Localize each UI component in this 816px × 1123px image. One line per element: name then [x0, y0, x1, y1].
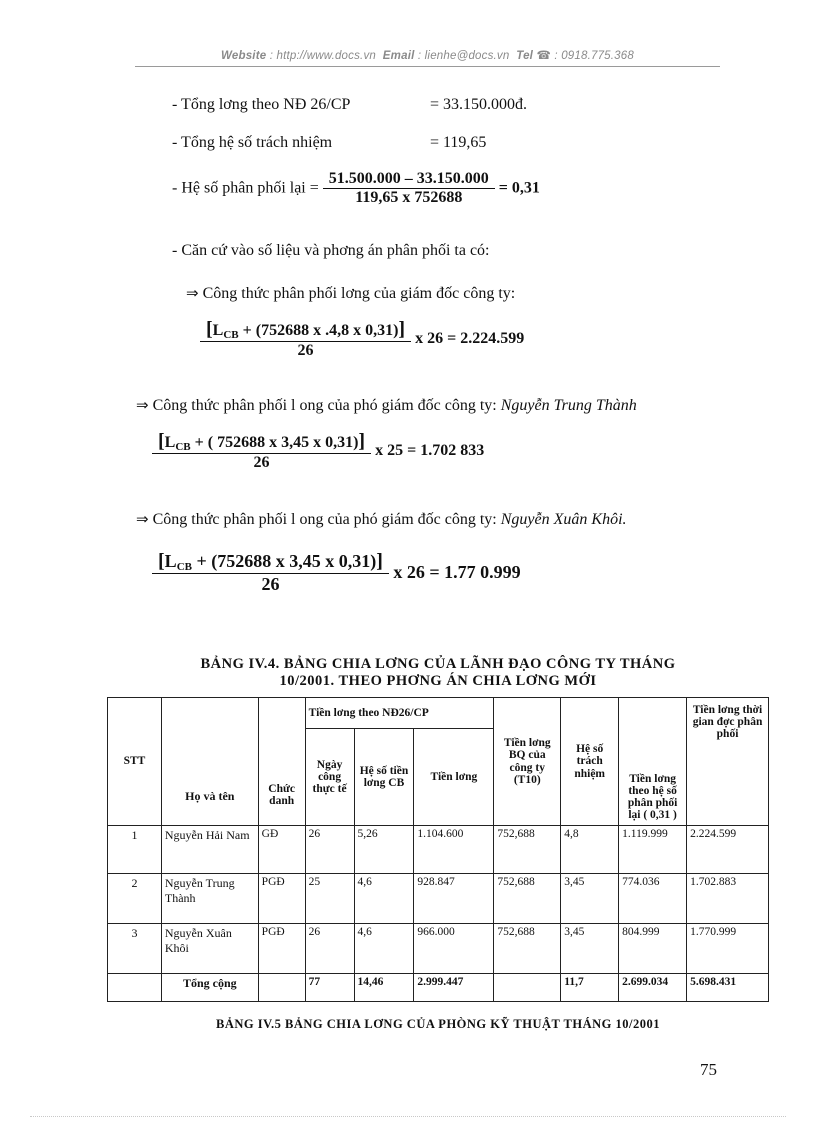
header-time-salary: Tiền lơng thời gian đợc phân phối — [687, 698, 769, 826]
director-title: Công thức phân phối lơng của giám đốc công ty: — [202, 285, 516, 302]
tel-value: : 0918.775.368 — [554, 50, 634, 62]
tel-label: Tel ☎ — [516, 50, 551, 62]
page-number: 75 — [700, 1060, 717, 1079]
header-salary: Tiền lơng — [414, 729, 494, 826]
redistrib-label: - Hệ số phân phối lại = — [172, 179, 319, 197]
table-caption-line1: BẢNG IV.4. BẢNG CHIA LƠNG CỦA LÃNH ĐẠO CÔNG TY THÁNG — [200, 656, 676, 672]
header-name: Họ và tên — [161, 698, 258, 826]
redistrib-result: = 0,31 — [498, 179, 540, 197]
basis-text: - Căn cứ vào số liệu và phơng án phân phối ta có: — [172, 242, 490, 259]
table-row: 1 Nguyễn Hải Nam GĐ 26 5,26 1.104.600 752,688 4,8 1.119.999 2.224.599 — [108, 826, 769, 874]
header-coef: Hệ số tiền lơng CB — [354, 729, 414, 826]
director-denominator: 26 — [200, 341, 411, 360]
director-fraction — [200, 318, 411, 360]
deputy1-name: Nguyễn Trung Thành — [500, 397, 637, 414]
header-title: Chức danh — [258, 698, 305, 826]
header-days: Ngày công thực tế — [305, 729, 354, 826]
table-row: 3 Nguyễn Xuân Khôi PGĐ 26 4,6 966.000 752,688 3,45 804.999 1.770.999 — [108, 924, 769, 974]
deputy2-formula-title — [136, 510, 627, 529]
header-divider — [135, 66, 720, 67]
director-numerator: [$L_{CB} + (752688$ x .4,8 x 0,31)] — [206, 318, 406, 341]
deputy1-formula — [152, 430, 484, 472]
deputy2-title: Công thức phân phối l ong của phó giám đốc công ty: — [152, 511, 497, 528]
implies-arrow-icon: ⇒ — [186, 284, 199, 302]
deputy1-formula-title — [136, 396, 637, 415]
deputy2-result: = 1.77 0.999 — [429, 562, 521, 582]
footer-divider — [30, 1116, 786, 1117]
director-multiplier: x 26 — [415, 330, 444, 347]
implies-arrow-icon: ⇒ — [136, 396, 149, 414]
deputy1-numerator: [$L_{CB}$ + ( 752688 x 3,45 x 0,31)] — [158, 430, 366, 453]
director-formula — [200, 318, 524, 360]
table-caption — [108, 656, 768, 690]
deputy1-title: Công thức phân phối l ong của phó giám đốc công ty: — [152, 397, 497, 414]
total-coef-value: = 119,65 — [430, 134, 487, 151]
deputy2-numerator: [$L_{CB} + (752688$ x 3,45 x 0,31)] — [158, 550, 383, 573]
header-stt: STT — [108, 698, 162, 826]
table-row: 2 Nguyễn Trung Thành PGĐ 25 4,6 928.847 752,688 3,45 774.036 1.702.883 — [108, 874, 769, 924]
deputy2-name: Nguyễn Xuân Khôi. — [500, 511, 627, 528]
deputy1-denominator: 26 — [152, 453, 371, 472]
total-coef-label: - Tổng hệ số trách nhiệm — [172, 134, 333, 151]
email-value: : lienhe@docs.vn — [417, 50, 510, 62]
next-table-caption: BẢNG IV.5 BẢNG CHIA LƠNG CỦA PHÒNG KỸ THUẬT THÁNG 10/2001 — [216, 1017, 660, 1031]
table-caption-line2: 10/2001. THEO PHƠNG ÁN CHIA LƠNG MỚI — [279, 673, 597, 689]
header-avg: Tiền lơng BQ của công ty (T10) — [494, 698, 561, 826]
website-value: : http://www.docs.vn — [269, 50, 376, 62]
redistrib-numerator: 51.500.000 – 33.150.000 — [328, 170, 489, 187]
implies-arrow-icon: ⇒ — [136, 510, 149, 528]
deputy2-formula — [152, 550, 521, 595]
deputy1-multiplier: x 25 — [375, 442, 404, 459]
redistrib-denominator: 119,65 x 752688 — [323, 188, 495, 207]
director-formula-title — [186, 284, 515, 303]
header-group: Tiền lơng theo NĐ26/CP — [305, 698, 494, 729]
deputy2-multiplier: x 26 — [393, 562, 425, 582]
director-result: = 2.224.599 — [447, 330, 525, 347]
page-header — [135, 48, 720, 62]
redistribution-formula — [172, 170, 540, 207]
total-salary-value: = 33.150.000đ. — [430, 96, 528, 113]
deputy1-fraction — [152, 430, 371, 472]
redistrib-fraction — [323, 170, 495, 207]
deputy2-fraction — [152, 550, 389, 595]
header-resp: Hệ số trách nhiệm — [561, 698, 619, 826]
salary-table — [107, 697, 769, 1002]
deputy1-result: = 1.702 833 — [407, 442, 485, 459]
email-label: Email — [382, 50, 415, 62]
table-total-row: Tổng cộng 77 14,46 2.999.447 11,7 2.699.034 5.698.431 — [108, 974, 769, 1002]
total-salary-label: - Tổng lơng theo NĐ 26/CP — [172, 96, 351, 113]
website-label: Website — [221, 50, 267, 62]
header-by-coef: Tiền lơng theo hệ số phân phối lại ( 0,31 ) — [619, 698, 687, 826]
deputy2-denominator: 26 — [152, 573, 389, 595]
